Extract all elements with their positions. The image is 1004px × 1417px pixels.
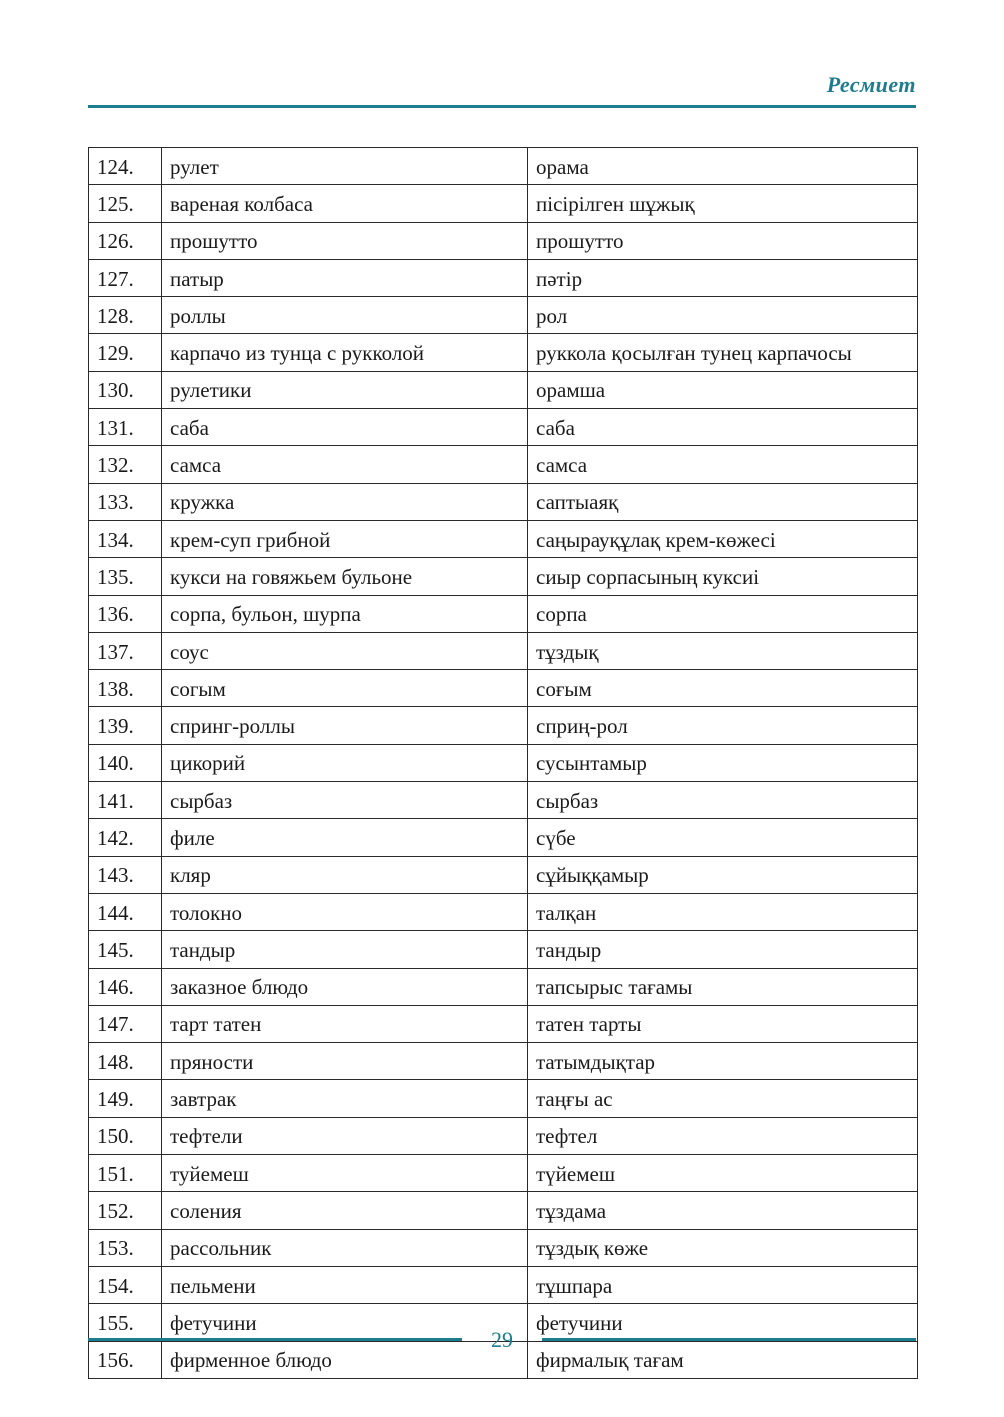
row-number-cell: 154. [89,1266,162,1303]
kazakh-term-cell: рол [528,297,918,334]
kazakh-term-cell: сиыр сорпасының куксиі [528,558,918,595]
russian-term-cell: кляр [162,856,528,893]
row-number-cell: 125. [89,185,162,222]
kazakh-term-cell: фетучини [528,1304,918,1341]
table-row [89,595,918,632]
table-row [89,334,918,371]
table-row [89,1117,918,1154]
table-row [89,632,918,669]
kazakh-term-cell: пәтір [528,259,918,296]
table-row [89,222,918,259]
row-number-cell: 138. [89,670,162,707]
table-row [89,297,918,334]
kazakh-term-cell: сұйыққамыр [528,856,918,893]
kazakh-term-cell: тұздық көже [528,1229,918,1266]
russian-term-cell: кукси на говяжьем бульоне [162,558,528,595]
kazakh-term-cell: талқан [528,893,918,930]
table-row [89,819,918,856]
table-row [89,259,918,296]
row-number-cell: 130. [89,371,162,408]
kazakh-term-cell: тұшпара [528,1266,918,1303]
kazakh-term-cell: орамша [528,371,918,408]
row-number-cell: 140. [89,744,162,781]
russian-term-cell: соления [162,1192,528,1229]
russian-term-cell: соус [162,632,528,669]
kazakh-term-cell: таңғы ас [528,1080,918,1117]
kazakh-term-cell: орама [528,148,918,185]
russian-term-cell: пельмени [162,1266,528,1303]
row-number-cell: 136. [89,595,162,632]
russian-term-cell: цикорий [162,744,528,781]
table-row [89,744,918,781]
russian-term-cell: карпачо из тунца с рукколой [162,334,528,371]
russian-term-cell: спринг-роллы [162,707,528,744]
russian-term-cell: толокно [162,893,528,930]
page-number: 29 [491,1327,513,1352]
running-header-title: Ресмиет [826,72,916,97]
glossary-table-body [89,148,918,1379]
kazakh-term-cell: сырбаз [528,782,918,819]
table-row [89,1266,918,1303]
table-row [89,446,918,483]
russian-term-cell: согым [162,670,528,707]
row-number-cell: 137. [89,632,162,669]
russian-term-cell: тарт татен [162,1005,528,1042]
footer-divider-left [88,1338,462,1341]
glossary-table [88,147,918,1379]
kazakh-term-cell: түйемеш [528,1155,918,1192]
table-row [89,185,918,222]
russian-term-cell: заказное блюдо [162,968,528,1005]
russian-term-cell: филе [162,819,528,856]
table-row [89,483,918,520]
table-row [89,148,918,185]
row-number-cell: 146. [89,968,162,1005]
row-number-cell: 149. [89,1080,162,1117]
table-row [89,856,918,893]
russian-term-cell: сырбаз [162,782,528,819]
table-row [89,931,918,968]
row-number-cell: 156. [89,1341,162,1378]
table-row [89,1192,918,1229]
russian-term-cell: роллы [162,297,528,334]
header-divider [88,105,916,108]
kazakh-term-cell: соғым [528,670,918,707]
table-row [89,670,918,707]
table-row [89,893,918,930]
russian-term-cell: туйемеш [162,1155,528,1192]
kazakh-term-cell: тұздық [528,632,918,669]
russian-term-cell: пряности [162,1043,528,1080]
kazakh-term-cell: сприң-рол [528,707,918,744]
row-number-cell: 133. [89,483,162,520]
row-number-cell: 143. [89,856,162,893]
russian-term-cell: фирменное блюдо [162,1341,528,1378]
kazakh-term-cell: руккола қосылған тунец карпачосы [528,334,918,371]
table-row [89,968,918,1005]
russian-term-cell: тандыр [162,931,528,968]
table-row [89,558,918,595]
russian-term-cell: рулет [162,148,528,185]
kazakh-term-cell: саптыаяқ [528,483,918,520]
table-row [89,1229,918,1266]
row-number-cell: 147. [89,1005,162,1042]
row-number-cell: 135. [89,558,162,595]
russian-term-cell: патыр [162,259,528,296]
kazakh-term-cell: тұздама [528,1192,918,1229]
row-number-cell: 153. [89,1229,162,1266]
kazakh-term-cell: татен тарты [528,1005,918,1042]
row-number-cell: 134. [89,520,162,557]
kazakh-term-cell: тандыр [528,931,918,968]
row-number-cell: 152. [89,1192,162,1229]
row-number-cell: 124. [89,148,162,185]
kazakh-term-cell: сусынтамыр [528,744,918,781]
russian-term-cell: рассольник [162,1229,528,1266]
russian-term-cell: фетучини [162,1304,528,1341]
row-number-cell: 139. [89,707,162,744]
russian-term-cell: тефтели [162,1117,528,1154]
russian-term-cell: самса [162,446,528,483]
footer-divider-right [542,1338,916,1341]
table-row [89,1080,918,1117]
kazakh-term-cell: саңырауқұлақ крем-көжесі [528,520,918,557]
row-number-cell: 151. [89,1155,162,1192]
table-row [89,782,918,819]
row-number-cell: 148. [89,1043,162,1080]
kazakh-term-cell: сорпа [528,595,918,632]
russian-term-cell: кружка [162,483,528,520]
row-number-cell: 126. [89,222,162,259]
row-number-cell: 144. [89,893,162,930]
kazakh-term-cell: тапсырыс тағамы [528,968,918,1005]
row-number-cell: 128. [89,297,162,334]
table-row [89,520,918,557]
russian-term-cell: завтрак [162,1080,528,1117]
table-row [89,707,918,744]
russian-term-cell: сорпа, бульон, шурпа [162,595,528,632]
row-number-cell: 132. [89,446,162,483]
russian-term-cell: рулетики [162,371,528,408]
row-number-cell: 145. [89,931,162,968]
row-number-cell: 155. [89,1304,162,1341]
kazakh-term-cell: прошутто [528,222,918,259]
kazakh-term-cell: татымдықтар [528,1043,918,1080]
row-number-cell: 142. [89,819,162,856]
kazakh-term-cell: фирмалық тағам [528,1341,918,1378]
russian-term-cell: саба [162,409,528,446]
russian-term-cell: прошутто [162,222,528,259]
row-number-cell: 150. [89,1117,162,1154]
row-number-cell: 131. [89,409,162,446]
russian-term-cell: вареная колбаса [162,185,528,222]
kazakh-term-cell: самса [528,446,918,483]
row-number-cell: 127. [89,259,162,296]
kazakh-term-cell: тефтел [528,1117,918,1154]
table-row [89,1005,918,1042]
row-number-cell: 129. [89,334,162,371]
table-row [89,371,918,408]
table-row [89,1155,918,1192]
table-row [89,1043,918,1080]
kazakh-term-cell: пісірілген шұжық [528,185,918,222]
row-number-cell: 141. [89,782,162,819]
kazakh-term-cell: сүбе [528,819,918,856]
russian-term-cell: крем-суп грибной [162,520,528,557]
table-row [89,409,918,446]
kazakh-term-cell: саба [528,409,918,446]
